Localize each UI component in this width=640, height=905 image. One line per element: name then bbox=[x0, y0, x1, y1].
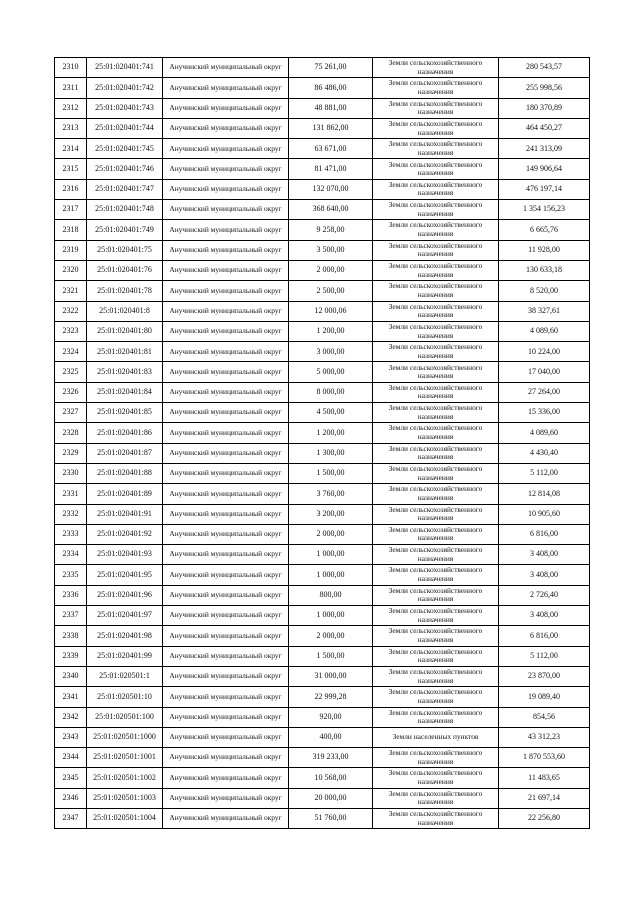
cadastral-value-cell: 4 430,40 bbox=[499, 443, 590, 463]
cadastral-number-cell: 25:01:020401:81 bbox=[87, 342, 163, 362]
land-category-cell: Земли сельскохозяйственного назначения bbox=[373, 240, 499, 260]
cadastral-value-cell: 11 483,65 bbox=[499, 768, 590, 788]
land-category-cell: Земли сельскохозяйственного назначения bbox=[373, 666, 499, 686]
cadastral-number-cell: 25:01:020401:87 bbox=[87, 443, 163, 463]
area-value-cell: 1 300,00 bbox=[289, 443, 373, 463]
document-page bbox=[54, 57, 590, 829]
cadastral-value-cell: 6 816,00 bbox=[499, 524, 590, 544]
cadastral-value-cell: 8 520,00 bbox=[499, 281, 590, 301]
area-value-cell: 51 760,00 bbox=[289, 808, 373, 828]
cadastral-value-cell: 11 928,00 bbox=[499, 240, 590, 260]
land-category-cell: Земли населенных пунктов bbox=[373, 727, 499, 747]
cadastral-value-cell: 43 312,23 bbox=[499, 727, 590, 747]
table-row bbox=[55, 727, 590, 747]
cadastral-number-cell: 25:01:020401:745 bbox=[87, 139, 163, 159]
row-number-cell: 2313 bbox=[55, 118, 87, 138]
district-name-cell: Анучинский муниципальный округ bbox=[163, 666, 289, 686]
district-name-cell: Анучинский муниципальный округ bbox=[163, 159, 289, 179]
area-value-cell: 3 000,00 bbox=[289, 342, 373, 362]
area-value-cell: 86 486,00 bbox=[289, 78, 373, 98]
area-value-cell: 63 671,00 bbox=[289, 139, 373, 159]
table-row bbox=[55, 220, 590, 240]
area-value-cell: 48 881,00 bbox=[289, 98, 373, 118]
cadastral-number-cell: 25:01:020401:748 bbox=[87, 200, 163, 220]
cadastral-value-cell: 2 726,40 bbox=[499, 585, 590, 605]
cadastral-value-cell: 6 816,00 bbox=[499, 626, 590, 646]
cadastral-value-cell: 12 814,08 bbox=[499, 484, 590, 504]
district-name-cell: Анучинский муниципальный округ bbox=[163, 139, 289, 159]
cadastral-number-cell: 25:01:020501:10 bbox=[87, 687, 163, 707]
area-value-cell: 1 500,00 bbox=[289, 463, 373, 483]
area-value-cell: 400,00 bbox=[289, 727, 373, 747]
row-number-cell: 2315 bbox=[55, 159, 87, 179]
row-number-cell: 2324 bbox=[55, 342, 87, 362]
cadastral-value-cell: 1 354 156,23 bbox=[499, 200, 590, 220]
district-name-cell: Анучинский муниципальный округ bbox=[163, 382, 289, 402]
area-value-cell: 2 000,00 bbox=[289, 524, 373, 544]
table-row bbox=[55, 423, 590, 443]
area-value-cell: 1 000,00 bbox=[289, 606, 373, 626]
district-name-cell: Анучинский муниципальный округ bbox=[163, 78, 289, 98]
land-category-cell: Земли сельскохозяйственного назначения bbox=[373, 98, 499, 118]
cadastral-number-cell: 25:01:020501:1 bbox=[87, 666, 163, 686]
district-name-cell: Анучинский муниципальный округ bbox=[163, 707, 289, 727]
district-name-cell: Анучинский муниципальный округ bbox=[163, 118, 289, 138]
district-name-cell: Анучинский муниципальный округ bbox=[163, 585, 289, 605]
table-row bbox=[55, 260, 590, 280]
cadastral-value-cell: 23 870,00 bbox=[499, 666, 590, 686]
land-category-cell: Земли сельскохозяйственного назначения bbox=[373, 646, 499, 666]
table-row bbox=[55, 626, 590, 646]
area-value-cell: 131 862,00 bbox=[289, 118, 373, 138]
land-category-cell: Земли сельскохозяйственного назначения bbox=[373, 200, 499, 220]
land-category-cell: Земли сельскохозяйственного назначения bbox=[373, 423, 499, 443]
table-row bbox=[55, 565, 590, 585]
cadastral-number-cell: 25:01:020401:92 bbox=[87, 524, 163, 544]
row-number-cell: 2327 bbox=[55, 403, 87, 423]
area-value-cell: 20 000,00 bbox=[289, 788, 373, 808]
area-value-cell: 81 471,00 bbox=[289, 159, 373, 179]
cadastral-value-cell: 3 408,00 bbox=[499, 545, 590, 565]
row-number-cell: 2318 bbox=[55, 220, 87, 240]
district-name-cell: Анучинский муниципальный округ bbox=[163, 646, 289, 666]
district-name-cell: Анучинский муниципальный округ bbox=[163, 768, 289, 788]
area-value-cell: 31 000,00 bbox=[289, 666, 373, 686]
district-name-cell: Анучинский муниципальный округ bbox=[163, 342, 289, 362]
table-row bbox=[55, 362, 590, 382]
cadastral-number-cell: 25:01:020401:97 bbox=[87, 606, 163, 626]
district-name-cell: Анучинский муниципальный округ bbox=[163, 808, 289, 828]
table-row bbox=[55, 504, 590, 524]
row-number-cell: 2317 bbox=[55, 200, 87, 220]
cadastral-value-cell: 10 905,60 bbox=[499, 504, 590, 524]
table-row bbox=[55, 382, 590, 402]
cadastral-value-cell: 5 112,00 bbox=[499, 646, 590, 666]
table-row bbox=[55, 139, 590, 159]
land-category-cell: Земли сельскохозяйственного назначения bbox=[373, 463, 499, 483]
row-number-cell: 2343 bbox=[55, 727, 87, 747]
area-value-cell: 132 070,00 bbox=[289, 179, 373, 199]
table-row bbox=[55, 524, 590, 544]
district-name-cell: Анучинский муниципальный округ bbox=[163, 200, 289, 220]
district-name-cell: Анучинский муниципальный округ bbox=[163, 240, 289, 260]
cadastral-value-cell: 854,56 bbox=[499, 707, 590, 727]
area-value-cell: 1 000,00 bbox=[289, 545, 373, 565]
table-row bbox=[55, 78, 590, 98]
table-row bbox=[55, 748, 590, 768]
district-name-cell: Анучинский муниципальный округ bbox=[163, 463, 289, 483]
area-value-cell: 1 200,00 bbox=[289, 321, 373, 341]
table-row bbox=[55, 281, 590, 301]
table-row bbox=[55, 687, 590, 707]
district-name-cell: Анучинский муниципальный округ bbox=[163, 362, 289, 382]
row-number-cell: 2336 bbox=[55, 585, 87, 605]
district-name-cell: Анучинский муниципальный округ bbox=[163, 98, 289, 118]
land-category-cell: Земли сельскохозяйственного назначения bbox=[373, 768, 499, 788]
cadastral-value-cell: 3 408,00 bbox=[499, 565, 590, 585]
row-number-cell: 2332 bbox=[55, 504, 87, 524]
row-number-cell: 2319 bbox=[55, 240, 87, 260]
land-category-cell: Земли сельскохозяйственного назначения bbox=[373, 281, 499, 301]
land-category-cell: Земли сельскохозяйственного назначения bbox=[373, 626, 499, 646]
land-category-cell: Земли сельскохозяйственного назначения bbox=[373, 179, 499, 199]
table-row bbox=[55, 808, 590, 828]
land-category-cell: Земли сельскохозяйственного назначения bbox=[373, 78, 499, 98]
area-value-cell: 22 999,28 bbox=[289, 687, 373, 707]
cadastral-value-cell: 17 040,00 bbox=[499, 362, 590, 382]
table-row bbox=[55, 58, 590, 78]
table-row bbox=[55, 768, 590, 788]
table-row bbox=[55, 403, 590, 423]
district-name-cell: Анучинский муниципальный округ bbox=[163, 788, 289, 808]
land-category-cell: Земли сельскохозяйственного назначения bbox=[373, 159, 499, 179]
row-number-cell: 2310 bbox=[55, 58, 87, 78]
row-number-cell: 2320 bbox=[55, 260, 87, 280]
land-category-cell: Земли сельскохозяйственного назначения bbox=[373, 504, 499, 524]
district-name-cell: Анучинский муниципальный округ bbox=[163, 321, 289, 341]
row-number-cell: 2330 bbox=[55, 463, 87, 483]
row-number-cell: 2328 bbox=[55, 423, 87, 443]
district-name-cell: Анучинский муниципальный округ bbox=[163, 403, 289, 423]
land-category-cell: Земли сельскохозяйственного назначения bbox=[373, 220, 499, 240]
cadastral-number-cell: 25:01:020401:89 bbox=[87, 484, 163, 504]
row-number-cell: 2340 bbox=[55, 666, 87, 686]
cadastral-value-cell: 255 998,56 bbox=[499, 78, 590, 98]
district-name-cell: Анучинский муниципальный округ bbox=[163, 565, 289, 585]
table-row bbox=[55, 443, 590, 463]
cadastral-value-cell: 149 906,64 bbox=[499, 159, 590, 179]
area-value-cell: 10 568,00 bbox=[289, 768, 373, 788]
table-row bbox=[55, 666, 590, 686]
cadastral-number-cell: 25:01:020401:747 bbox=[87, 179, 163, 199]
land-category-cell: Земли сельскохозяйственного назначения bbox=[373, 118, 499, 138]
cadastral-value-cell: 38 327,61 bbox=[499, 301, 590, 321]
cadastral-value-cell: 3 408,00 bbox=[499, 606, 590, 626]
row-number-cell: 2347 bbox=[55, 808, 87, 828]
cadastral-number-cell: 25:01:020401:8 bbox=[87, 301, 163, 321]
cadastral-number-cell: 25:01:020401:76 bbox=[87, 260, 163, 280]
area-value-cell: 319 233,00 bbox=[289, 748, 373, 768]
land-category-cell: Земли сельскохозяйственного назначения bbox=[373, 321, 499, 341]
row-number-cell: 2329 bbox=[55, 443, 87, 463]
row-number-cell: 2341 bbox=[55, 687, 87, 707]
row-number-cell: 2334 bbox=[55, 545, 87, 565]
area-value-cell: 1 200,00 bbox=[289, 423, 373, 443]
land-category-cell: Земли сельскохозяйственного назначения bbox=[373, 585, 499, 605]
cadastral-value-cell: 5 112,00 bbox=[499, 463, 590, 483]
cadastral-number-cell: 25:01:020401:741 bbox=[87, 58, 163, 78]
cadastral-value-cell: 464 450,27 bbox=[499, 118, 590, 138]
district-name-cell: Анучинский муниципальный округ bbox=[163, 545, 289, 565]
district-name-cell: Анучинский муниципальный округ bbox=[163, 58, 289, 78]
row-number-cell: 2326 bbox=[55, 382, 87, 402]
district-name-cell: Анучинский муниципальный округ bbox=[163, 220, 289, 240]
table-row bbox=[55, 585, 590, 605]
cadastral-number-cell: 25:01:020401:80 bbox=[87, 321, 163, 341]
area-value-cell: 2 000,00 bbox=[289, 260, 373, 280]
cadastral-number-cell: 25:01:020401:742 bbox=[87, 78, 163, 98]
area-value-cell: 368 640,00 bbox=[289, 200, 373, 220]
row-number-cell: 2339 bbox=[55, 646, 87, 666]
table-row bbox=[55, 646, 590, 666]
area-value-cell: 920,00 bbox=[289, 707, 373, 727]
land-category-cell: Земли сельскохозяйственного назначения bbox=[373, 687, 499, 707]
area-value-cell: 8 000,00 bbox=[289, 382, 373, 402]
land-category-cell: Земли сельскохозяйственного назначения bbox=[373, 748, 499, 768]
cadastral-value-cell: 22 256,80 bbox=[499, 808, 590, 828]
table-row bbox=[55, 159, 590, 179]
row-number-cell: 2346 bbox=[55, 788, 87, 808]
cadastral-value-cell: 21 697,14 bbox=[499, 788, 590, 808]
table-row bbox=[55, 606, 590, 626]
row-number-cell: 2316 bbox=[55, 179, 87, 199]
area-value-cell: 4 500,00 bbox=[289, 403, 373, 423]
row-number-cell: 2331 bbox=[55, 484, 87, 504]
cadastral-number-cell: 25:01:020401:99 bbox=[87, 646, 163, 666]
cadastral-number-cell: 25:01:020401:96 bbox=[87, 585, 163, 605]
land-category-cell: Земли сельскохозяйственного назначения bbox=[373, 443, 499, 463]
cadastral-number-cell: 25:01:020501:1004 bbox=[87, 808, 163, 828]
land-category-cell: Земли сельскохозяйственного назначения bbox=[373, 484, 499, 504]
area-value-cell: 800,00 bbox=[289, 585, 373, 605]
district-name-cell: Анучинский муниципальный округ bbox=[163, 301, 289, 321]
area-value-cell: 3 760,00 bbox=[289, 484, 373, 504]
row-number-cell: 2325 bbox=[55, 362, 87, 382]
cadastral-value-cell: 476 197,14 bbox=[499, 179, 590, 199]
land-category-cell: Земли сельскохозяйственного назначения bbox=[373, 362, 499, 382]
land-category-cell: Земли сельскохозяйственного назначения bbox=[373, 545, 499, 565]
cadastral-value-cell: 280 543,57 bbox=[499, 58, 590, 78]
land-category-cell: Земли сельскохозяйственного назначения bbox=[373, 139, 499, 159]
district-name-cell: Анучинский муниципальный округ bbox=[163, 727, 289, 747]
row-number-cell: 2345 bbox=[55, 768, 87, 788]
cadastral-number-cell: 25:01:020401:85 bbox=[87, 403, 163, 423]
area-value-cell: 12 000,06 bbox=[289, 301, 373, 321]
table-row bbox=[55, 179, 590, 199]
land-category-cell: Земли сельскохозяйственного назначения bbox=[373, 342, 499, 362]
row-number-cell: 2338 bbox=[55, 626, 87, 646]
land-category-cell: Земли сельскохозяйственного назначения bbox=[373, 808, 499, 828]
table-row bbox=[55, 707, 590, 727]
cadastral-number-cell: 25:01:020501:1002 bbox=[87, 768, 163, 788]
table-row bbox=[55, 301, 590, 321]
cadastral-number-cell: 25:01:020501:1000 bbox=[87, 727, 163, 747]
district-name-cell: Анучинский муниципальный округ bbox=[163, 443, 289, 463]
district-name-cell: Анучинский муниципальный округ bbox=[163, 484, 289, 504]
table-row bbox=[55, 240, 590, 260]
cadastral-number-cell: 25:01:020401:83 bbox=[87, 362, 163, 382]
cadastral-value-cell: 4 089,60 bbox=[499, 423, 590, 443]
row-number-cell: 2322 bbox=[55, 301, 87, 321]
row-number-cell: 2335 bbox=[55, 565, 87, 585]
district-name-cell: Анучинский муниципальный округ bbox=[163, 281, 289, 301]
table-row bbox=[55, 118, 590, 138]
district-name-cell: Анучинский муниципальный округ bbox=[163, 260, 289, 280]
cadastral-number-cell: 25:01:020401:98 bbox=[87, 626, 163, 646]
land-category-cell: Земли сельскохозяйственного назначения bbox=[373, 260, 499, 280]
table-body bbox=[55, 58, 590, 829]
cadastral-number-cell: 25:01:020401:744 bbox=[87, 118, 163, 138]
land-category-cell: Земли сельскохозяйственного назначения bbox=[373, 524, 499, 544]
table-row bbox=[55, 200, 590, 220]
cadastral-number-cell: 25:01:020401:84 bbox=[87, 382, 163, 402]
cadastral-number-cell: 25:01:020401:93 bbox=[87, 545, 163, 565]
district-name-cell: Анучинский муниципальный округ bbox=[163, 179, 289, 199]
district-name-cell: Анучинский муниципальный округ bbox=[163, 748, 289, 768]
cadastral-number-cell: 25:01:020401:746 bbox=[87, 159, 163, 179]
area-value-cell: 1 500,00 bbox=[289, 646, 373, 666]
land-parcels-table bbox=[54, 57, 590, 829]
cadastral-number-cell: 25:01:020401:86 bbox=[87, 423, 163, 443]
table-row bbox=[55, 545, 590, 565]
area-value-cell: 2 500,00 bbox=[289, 281, 373, 301]
cadastral-number-cell: 25:01:020401:749 bbox=[87, 220, 163, 240]
row-number-cell: 2333 bbox=[55, 524, 87, 544]
cadastral-number-cell: 25:01:020501:1003 bbox=[87, 788, 163, 808]
cadastral-value-cell: 1 870 553,60 bbox=[499, 748, 590, 768]
cadastral-value-cell: 19 089,40 bbox=[499, 687, 590, 707]
cadastral-number-cell: 25:01:020501:100 bbox=[87, 707, 163, 727]
table-row bbox=[55, 342, 590, 362]
district-name-cell: Анучинский муниципальный округ bbox=[163, 606, 289, 626]
land-category-cell: Земли сельскохозяйственного назначения bbox=[373, 606, 499, 626]
cadastral-number-cell: 25:01:020401:91 bbox=[87, 504, 163, 524]
cadastral-number-cell: 25:01:020501:1001 bbox=[87, 748, 163, 768]
district-name-cell: Анучинский муниципальный округ bbox=[163, 687, 289, 707]
area-value-cell: 5 000,00 bbox=[289, 362, 373, 382]
district-name-cell: Анучинский муниципальный округ bbox=[163, 626, 289, 646]
row-number-cell: 2323 bbox=[55, 321, 87, 341]
district-name-cell: Анучинский муниципальный округ bbox=[163, 504, 289, 524]
area-value-cell: 2 000,00 bbox=[289, 626, 373, 646]
cadastral-value-cell: 4 089,60 bbox=[499, 321, 590, 341]
cadastral-value-cell: 15 336,00 bbox=[499, 403, 590, 423]
land-category-cell: Земли сельскохозяйственного назначения bbox=[373, 565, 499, 585]
area-value-cell: 75 261,00 bbox=[289, 58, 373, 78]
table-row bbox=[55, 98, 590, 118]
cadastral-number-cell: 25:01:020401:78 bbox=[87, 281, 163, 301]
cadastral-number-cell: 25:01:020401:88 bbox=[87, 463, 163, 483]
area-value-cell: 3 500,00 bbox=[289, 240, 373, 260]
cadastral-number-cell: 25:01:020401:743 bbox=[87, 98, 163, 118]
table-row bbox=[55, 788, 590, 808]
cadastral-value-cell: 241 313,09 bbox=[499, 139, 590, 159]
cadastral-value-cell: 27 264,00 bbox=[499, 382, 590, 402]
land-category-cell: Земли сельскохозяйственного назначения bbox=[373, 382, 499, 402]
district-name-cell: Анучинский муниципальный округ bbox=[163, 524, 289, 544]
cadastral-value-cell: 130 633,18 bbox=[499, 260, 590, 280]
row-number-cell: 2342 bbox=[55, 707, 87, 727]
row-number-cell: 2312 bbox=[55, 98, 87, 118]
area-value-cell: 1 000,00 bbox=[289, 565, 373, 585]
district-name-cell: Анучинский муниципальный округ bbox=[163, 423, 289, 443]
area-value-cell: 9 258,00 bbox=[289, 220, 373, 240]
cadastral-value-cell: 180 370,89 bbox=[499, 98, 590, 118]
land-category-cell: Земли сельскохозяйственного назначения bbox=[373, 403, 499, 423]
cadastral-value-cell: 10 224,00 bbox=[499, 342, 590, 362]
table-row bbox=[55, 484, 590, 504]
row-number-cell: 2321 bbox=[55, 281, 87, 301]
area-value-cell: 3 200,00 bbox=[289, 504, 373, 524]
cadastral-number-cell: 25:01:020401:95 bbox=[87, 565, 163, 585]
land-category-cell: Земли сельскохозяйственного назначения bbox=[373, 301, 499, 321]
row-number-cell: 2344 bbox=[55, 748, 87, 768]
cadastral-value-cell: 6 665,76 bbox=[499, 220, 590, 240]
cadastral-number-cell: 25:01:020401:75 bbox=[87, 240, 163, 260]
land-category-cell: Земли сельскохозяйственного назначения bbox=[373, 788, 499, 808]
land-category-cell: Земли сельскохозяйственного назначения bbox=[373, 58, 499, 78]
row-number-cell: 2337 bbox=[55, 606, 87, 626]
table-row bbox=[55, 321, 590, 341]
row-number-cell: 2314 bbox=[55, 139, 87, 159]
table-row bbox=[55, 463, 590, 483]
land-category-cell: Земли сельскохозяйственного назначения bbox=[373, 707, 499, 727]
row-number-cell: 2311 bbox=[55, 78, 87, 98]
